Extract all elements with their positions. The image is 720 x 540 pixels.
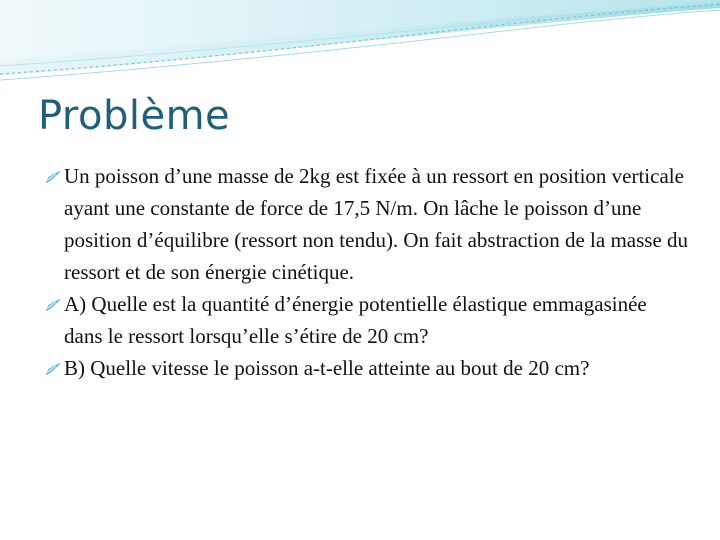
list-item — [40, 288, 690, 352]
bullet-list — [40, 160, 690, 384]
feather-bullet-icon — [44, 362, 62, 376]
header-wave-decoration — [0, 0, 720, 90]
bullet-text: B) Quelle vitesse le poisson a-t-elle atteinte au bout de 20 cm? — [64, 356, 590, 380]
bullet-text: Un poisson d’une masse de 2kg est fixée à un ressort en position verticale ayant une constante de force de 17,5 N/m. On lâche le poisson d’une position d’équilibre (ressort non tendu). On fait abstraction de la masse du ressort et de son énergie cinétique. — [64, 164, 689, 284]
slide-title: Problème — [38, 93, 231, 139]
feather-bullet-icon — [44, 298, 62, 312]
list-item — [40, 160, 690, 288]
list-item — [40, 352, 690, 384]
feather-bullet-icon — [44, 170, 62, 184]
bullet-text: A) Quelle est la quantité d’énergie potentielle élastique emmagasinée dans le ressort lorsqu’elle s’étire de 20 cm? — [64, 292, 647, 348]
